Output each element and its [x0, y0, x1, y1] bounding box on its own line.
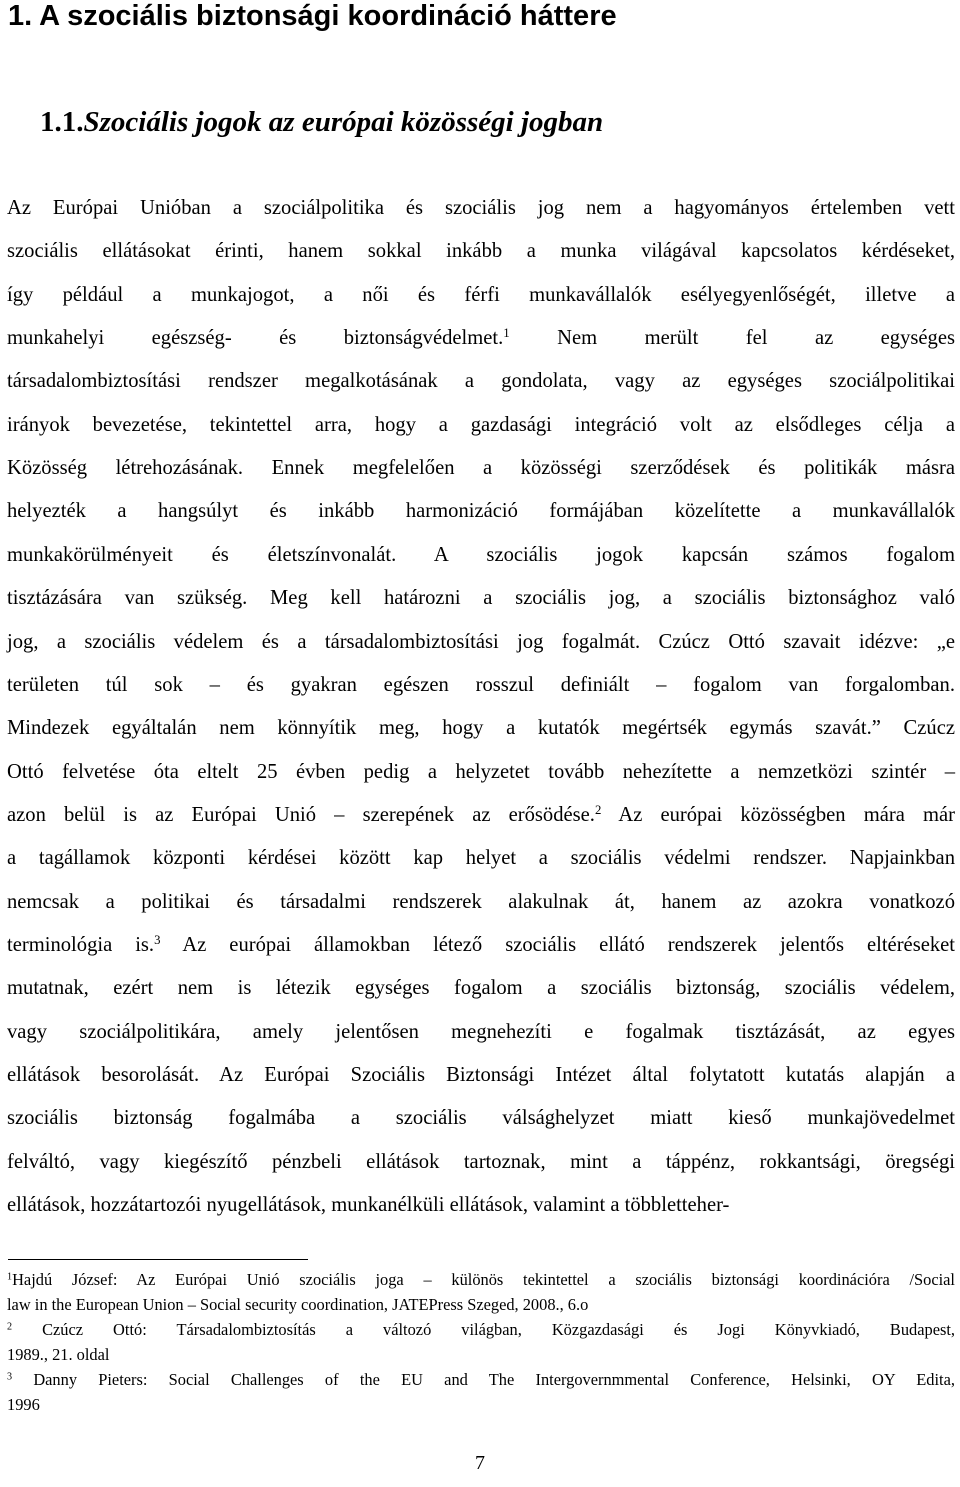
- body-text-span: tisztázására van szükség. Meg kell határozni a szociális jog, a szociális biztonsághoz való: [7, 587, 955, 610]
- body-line: [7, 494, 955, 528]
- body-text-span: Az európai államokban létező szociális ellátó rendszerek jelentős eltéréseket: [160, 933, 956, 956]
- body-text-span: felváltó, vagy kiegészítő pénzbeli ellátások tartoznak, mint a táppénz, rokkantsági, öregségi: [7, 1150, 955, 1173]
- body-text-span: társadalombiztosítási rendszer megalkotásának a gondolata, vagy az egységes szociálpolitikai: [7, 370, 955, 393]
- body-line: [7, 1015, 955, 1049]
- body-line: [7, 321, 955, 355]
- body-text-span: így például a munkajogot, a női és férfi munkavállalók esélyegyenlőségét, illetve a: [7, 283, 955, 306]
- body-line: [7, 928, 955, 962]
- heading-1: 1. A szociális biztonsági koordináció háttere: [8, 0, 617, 32]
- footnote-line: [7, 1344, 955, 1366]
- body-text-span: irányok bevezetése, tekintettel arra, hogy a gazdasági integráció volt az elsődleges célja a: [7, 413, 955, 436]
- footnote-line: [7, 1294, 955, 1316]
- footnote-ref[interactable]: 1: [503, 326, 510, 341]
- body-line: [7, 581, 955, 615]
- body-line: [7, 408, 955, 442]
- body-text-span: jog, a szociális védelem és a társadalombiztosítási jog fogalmát. Czúcz Ottó szavait idézve: „e: [7, 630, 955, 653]
- footnote-ref[interactable]: 3: [154, 932, 161, 947]
- body-line: [7, 278, 955, 312]
- body-text-span: munkahelyi egészség- és biztonságvédelmet.: [7, 327, 504, 350]
- body-text-span: ellátások, hozzátartozói nyugellátások, munkanélküli ellátások, valamint a többletteher-: [7, 1194, 730, 1217]
- body-text-span: Mindezek egyáltalán nem könnyítik meg, hogy a kutatók megértsék egymás szavát.” Czúcz: [7, 717, 955, 740]
- footnote-number: 3: [7, 1371, 13, 1383]
- body-text-span: Nem merült fel az egységes: [509, 327, 956, 350]
- body-line: [7, 1058, 955, 1092]
- footnote-text: 1989., 21. oldal: [7, 1345, 110, 1364]
- body-text-span: Az Európai Unióban a szociálpolitika és szociális jog nem a hagyományos értelemben vett: [7, 197, 955, 219]
- body-text-span: Az európai közösségben mára már: [601, 803, 955, 826]
- body-line: [7, 755, 955, 789]
- body-line: [7, 711, 955, 745]
- body-text-span: szociális biztonság fogalmába a szociális válsághelyzet miatt kieső munkajövedelmet: [7, 1107, 955, 1130]
- body-text-span: munkakörülményeit és életszínvonalát. A szociális jogok kapcsán számos fogalom: [7, 543, 955, 566]
- footnote-number: 2: [7, 1321, 13, 1333]
- footnote-text: Danny Pieters: Social Challenges of the EU and The Intergovernmmental Conference, Helsinki, OY Edita,: [12, 1370, 955, 1389]
- body-text-span: nemcsak a politikai és társadalmi rendszerek alakulnak át, hanem az azokra vonatkozó: [7, 890, 955, 913]
- footnote-line: [7, 1269, 955, 1291]
- footnote-text: 1996: [7, 1395, 40, 1414]
- body-text-span: szociális ellátásokat érinti, hanem sokkal inkább a munka világával kapcsolatos kérdéseket,: [7, 240, 955, 263]
- footnote-text: Czúcz Ottó: Társadalombiztosítás a változó világban, Közgazdasági és Jogi Könyvkiadó, Budapest,: [12, 1320, 955, 1339]
- footnote-ref[interactable]: 2: [594, 802, 602, 817]
- footnote-text: Hajdú József: Az Európai Unió szociális joga – különös tekintettel a szociális biztonsági koordinációra /Social: [12, 1270, 955, 1289]
- body-line: [7, 234, 955, 268]
- body-line: [7, 451, 955, 485]
- footnote-divider: [8, 1259, 308, 1260]
- body-text-span: ellátások besorolását. Az Európai Szociális Biztonsági Intézet által folytatott kutatás alapján a: [7, 1064, 955, 1086]
- heading-2-title: Szociális jogok az európai közösségi jogban: [83, 106, 604, 138]
- body-line: [7, 1101, 955, 1135]
- body-text-span: helyezték a hangsúlyt és inkább harmonizáció formájában közelítette a munkavállalók: [7, 500, 955, 523]
- footnote-text: law in the European Union – Social security coordination, JATEPress Szeged, 2008., 6.o: [7, 1295, 589, 1314]
- heading-2-number: 1.1.: [40, 106, 84, 138]
- body-text-span: Közösség létrehozásának. Ennek megfelelően a közösségi szerződések és politikák másra: [7, 457, 955, 480]
- body-line: [7, 1188, 955, 1222]
- body-line: [7, 841, 955, 875]
- body-line: [7, 1145, 955, 1179]
- body-text-span: azon belül is az Európai Unió – szerepének az erősödése.: [7, 803, 595, 826]
- body-line: [7, 191, 955, 225]
- body-line: [7, 668, 955, 702]
- body-line: [7, 538, 955, 572]
- body-line: [7, 971, 955, 1005]
- footnote-line: [7, 1319, 955, 1341]
- body-text-span: mutatnak, ezért nem is létezik egységes fogalom a szociális biztonság, szociális védelem,: [7, 977, 955, 1000]
- footnote-number: 1: [7, 1271, 13, 1283]
- footnote-line: [7, 1369, 955, 1391]
- heading-2: [40, 102, 603, 142]
- body-text-span: vagy szociálpolitikára, amely jelentősen megnehezíti e fogalmak tisztázását, az egyes: [7, 1020, 955, 1043]
- page-number: 7: [475, 1452, 485, 1474]
- body-line: [7, 798, 955, 832]
- body-text-span: Ottó felvetése óta eltelt 25 évben pedig a helyzetet tovább nehezítette a nemzetközi szintér –: [7, 760, 955, 783]
- footnote-line: [7, 1394, 955, 1416]
- body-text-span: a tagállamok központi kérdései között kap helyet a szociális védelmi rendszer. Napjainkban: [7, 847, 955, 870]
- body-line: [7, 625, 955, 659]
- body-line: [7, 885, 955, 919]
- body-line: [7, 364, 955, 398]
- body-text-span: terminológia is.: [7, 933, 155, 956]
- body-text-span: területen túl sok – és gyakran egészen rosszul definiált – fogalom van forgalomban.: [7, 673, 955, 696]
